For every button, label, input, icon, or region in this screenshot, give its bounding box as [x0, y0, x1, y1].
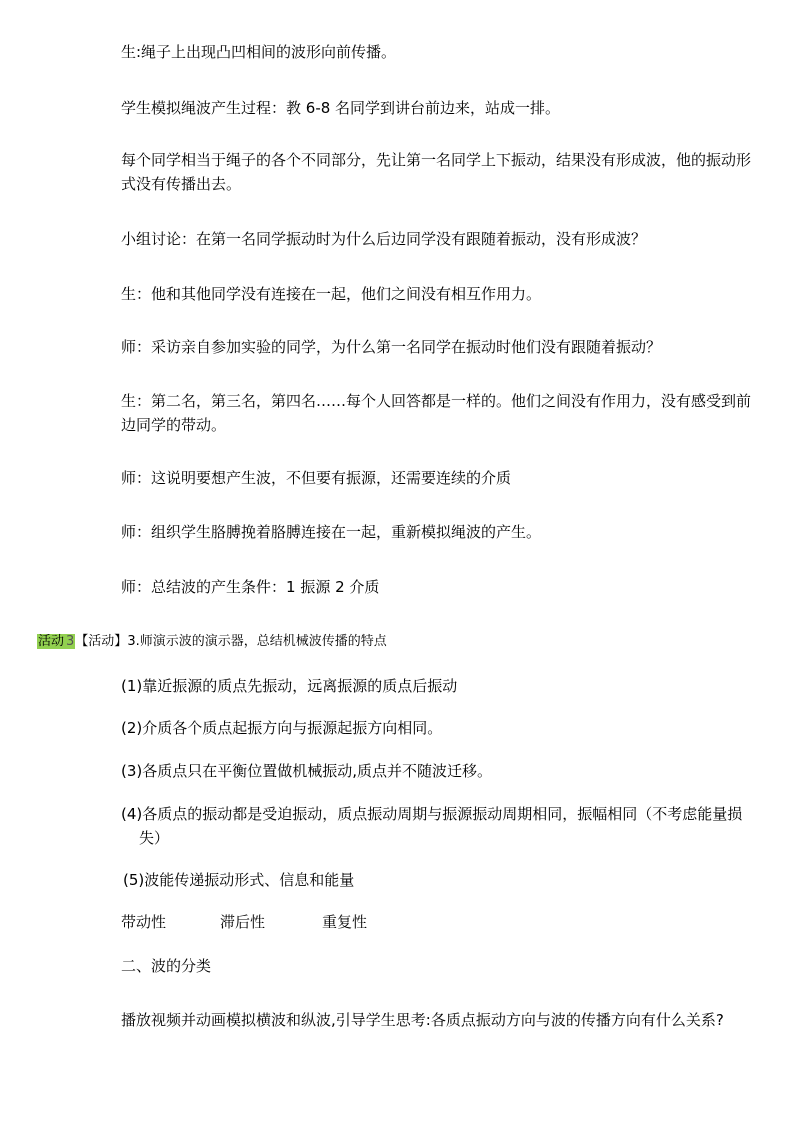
paragraph-video-guidance: 播放视频并动画模拟横波和纵波,引导学生思考:各质点振动方向与波的传播方向有什么关系?: [121, 1011, 724, 1029]
feature-item-2: (2)介质各个质点起振方向与振源起振方向相同。: [121, 719, 443, 737]
activity-number: 3: [66, 634, 75, 649]
paragraph-student-answers: 生：第二名，第三名，第四名……每个人回答都是一样的。他们之间没有作用力，没有感受到前边同学的带动。: [121, 392, 752, 434]
trait-driving: 带动性: [121, 913, 167, 931]
paragraph-student-answer-rope: 生:绳子上出现凸凹相间的波形向前传播。: [121, 43, 397, 61]
feature-item-4: (4)各质点的振动都是受迫振动，质点振动周期与振源振动周期相同，振幅相同（不考虑能量损失）: [121, 805, 743, 847]
paragraph-first-student-vibrates: 每个同学相当于绳子的各个不同部分，先让第一名同学上下振动，结果没有形成波，他的振动形式没有传播出去。: [121, 151, 752, 193]
paragraph-continuous-medium: 师：这说明要想产生波，不但要有振源，还需要连续的介质: [121, 469, 512, 487]
paragraph-group-discussion: 小组讨论：在第一名同学振动时为什么后边同学没有跟随着振动，没有形成波？: [121, 230, 647, 248]
paragraph-simulation-setup: 学生模拟绳波产生过程：教 6-8 名同学到讲台前边来，站成一排。: [121, 99, 561, 117]
paragraph-arms-linked: 师：组织学生胳膊挽着胳膊连接在一起，重新模拟绳波的产生。: [121, 523, 542, 541]
feature-item-3: (3)各质点只在平衡位置做机械振动,质点并不随波迁移。: [121, 762, 493, 780]
trait-lagging: 滞后性: [220, 913, 266, 931]
paragraph-wave-conditions: 师：总结波的产生条件：1 振源 2 介质: [121, 578, 380, 596]
section-heading-wave-classification: 二、波的分类: [121, 957, 212, 975]
activity-text: 3.师演示波的演示器，总结机械波传播的特点: [127, 634, 387, 649]
feature-item-5: (5)波能传递振动形式、信息和能量: [123, 871, 355, 889]
feature-item-1: (1)靠近振源的质点先振动，远离振源的质点后振动: [121, 677, 458, 695]
activity-badge: 活动: [38, 634, 65, 649]
activity-heading: [37, 632, 387, 652]
activity-tag: 【活动】: [75, 634, 128, 649]
trait-repeating: 重复性: [322, 913, 368, 931]
paragraph-student-no-connection: 生：他和其他同学没有连接在一起，他们之间没有相互作用力。: [121, 285, 542, 303]
paragraph-teacher-interview: 师：采访亲自参加实验的同学，为什么第一名同学在振动时他们没有跟随着振动？: [121, 338, 662, 356]
